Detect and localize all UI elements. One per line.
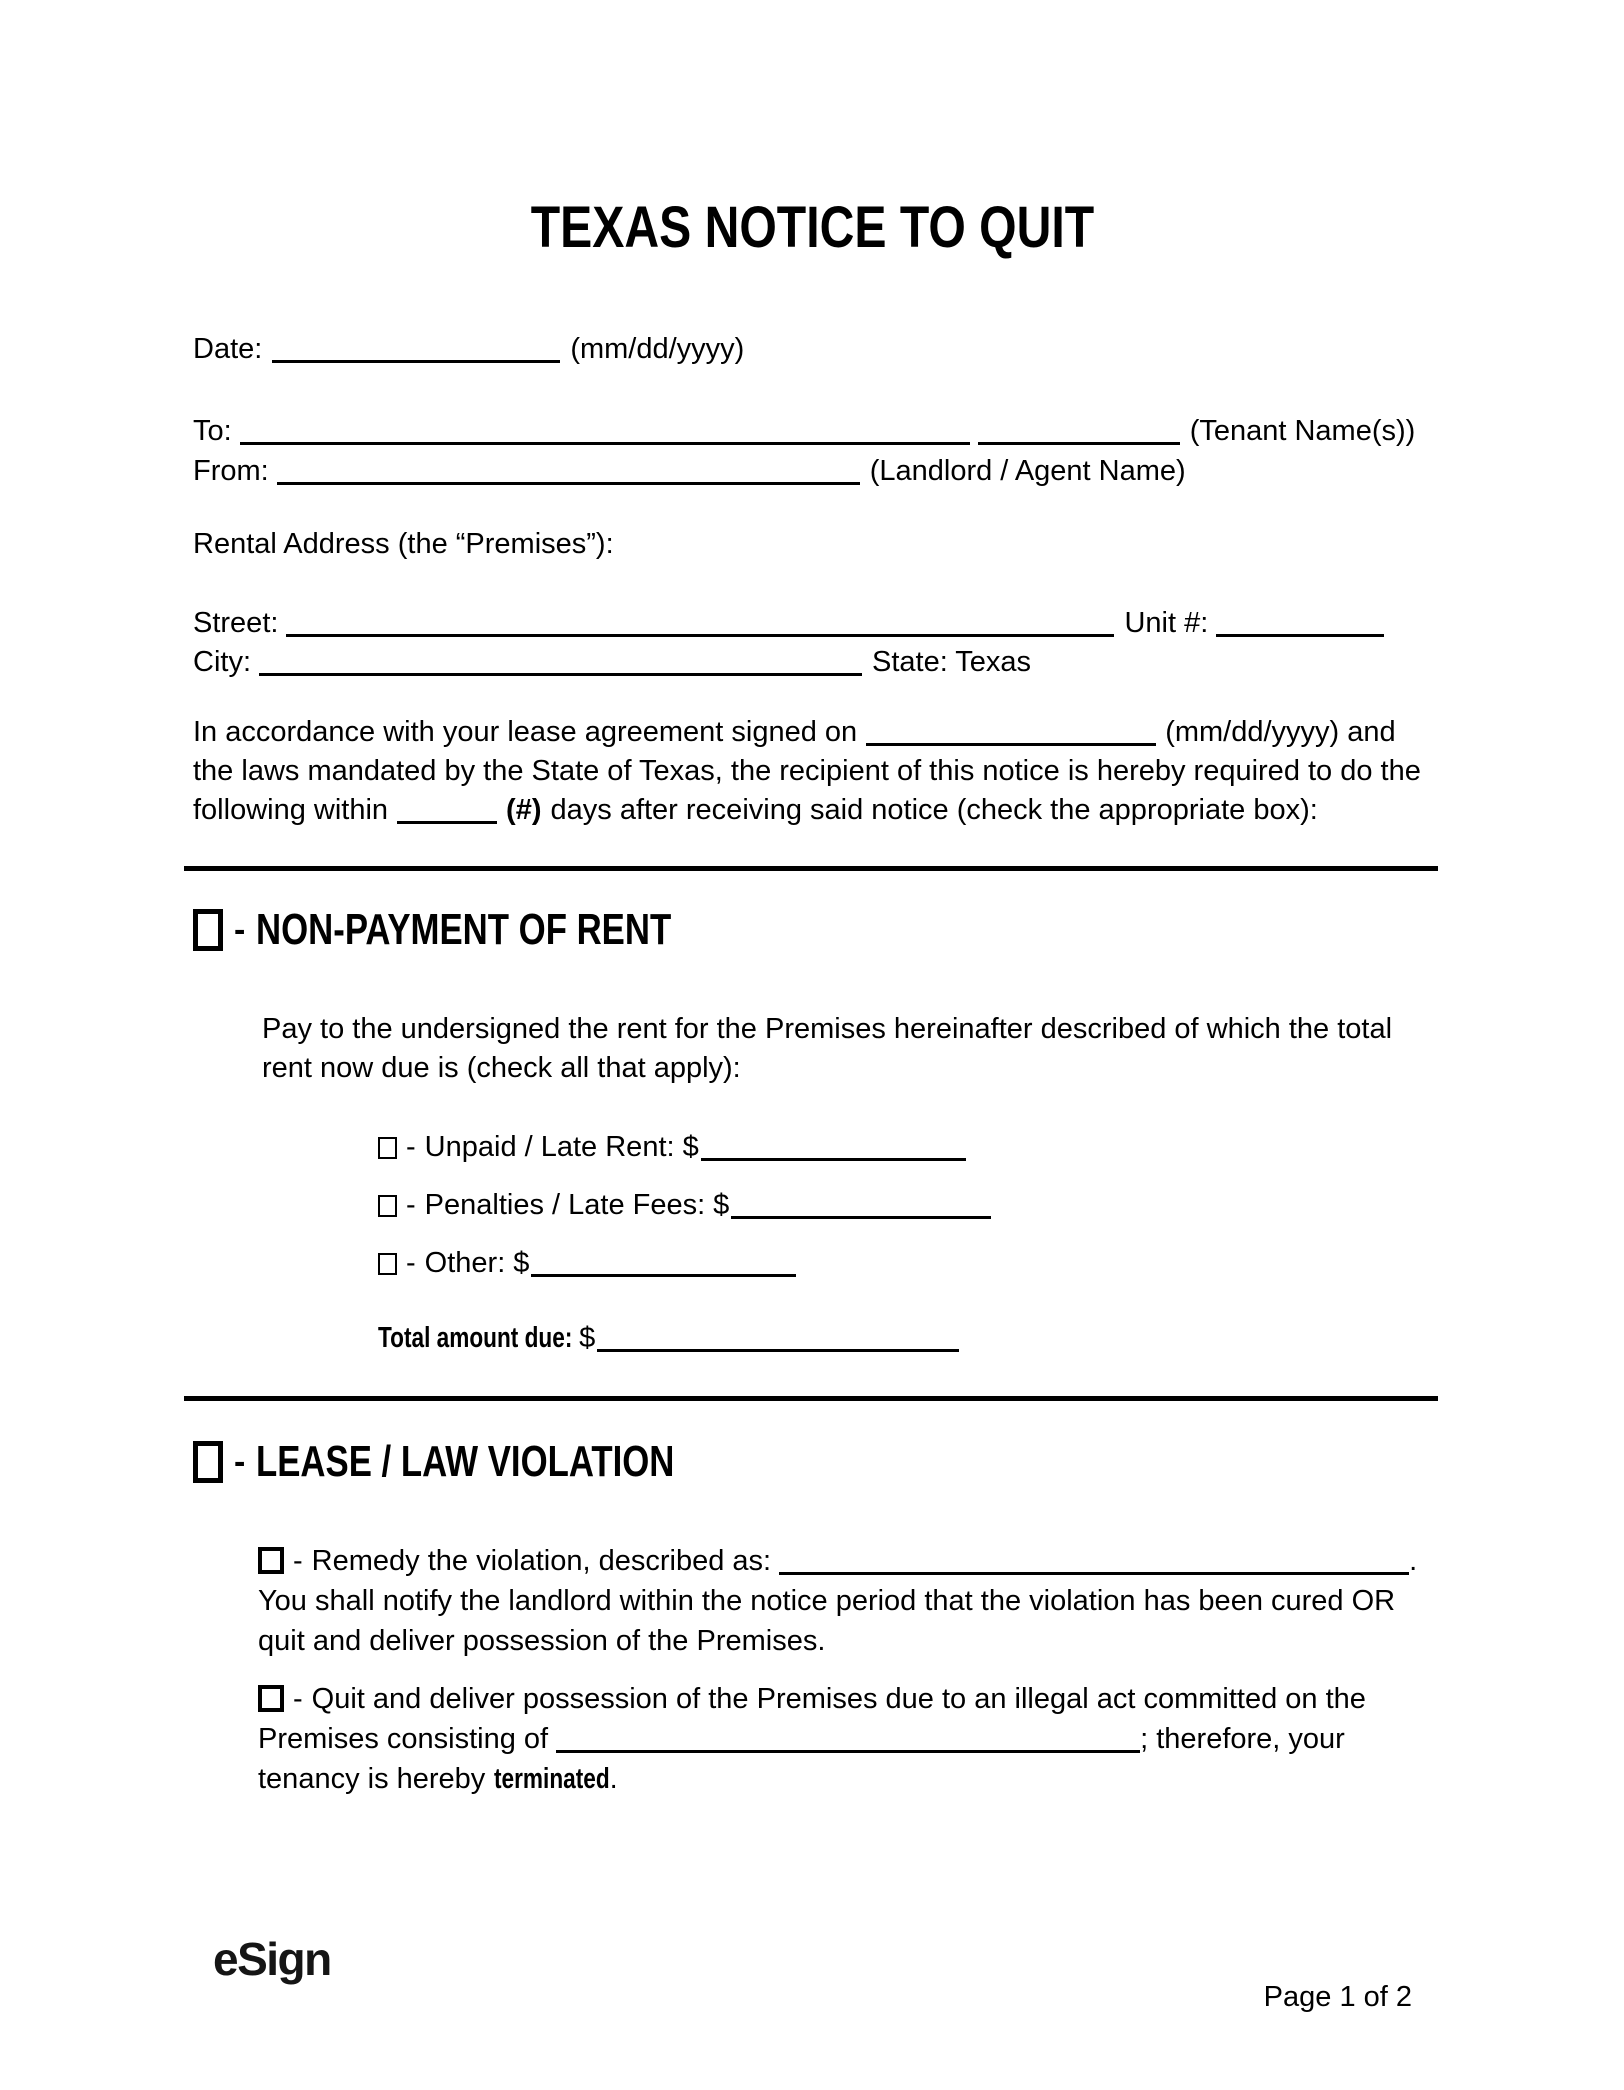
city-line [193, 646, 1031, 679]
pay-instruction: Pay to the undersigned the rent for the Premises hereinafter described of which the total rent now due is (check all that apply): [262, 1013, 1393, 1084]
dash-separator: - [234, 910, 246, 949]
remedy-checkbox[interactable] [258, 1547, 284, 1574]
date-format-hint: (mm/dd/yyyy) [570, 333, 745, 365]
total-amount-label: Total amount due: [378, 1322, 573, 1354]
section-divider [184, 1396, 1438, 1401]
nonpayment-section-heading [193, 905, 782, 954]
nonpayment-checkbox[interactable] [193, 909, 223, 951]
state-value: State: Texas [872, 646, 1032, 678]
other-row [378, 1247, 796, 1280]
street-label: Street: [193, 607, 279, 639]
tenant-names-hint: (Tenant Name(s)) [1189, 415, 1416, 447]
currency-sign: $ [513, 1247, 530, 1279]
landlord-name-hint: (Landlord / Agent Name) [869, 455, 1186, 487]
landlord-name-blank[interactable] [277, 481, 860, 485]
tenant-name-blank-2[interactable] [978, 441, 1180, 445]
currency-sign: $ [682, 1131, 699, 1163]
terminated-emphasis: terminated [494, 1763, 610, 1795]
page-number: Page 1 of 2 [1263, 1981, 1412, 2013]
period: . [609, 1763, 618, 1795]
dash-separator: - [406, 1247, 416, 1279]
violation-section-heading [193, 1437, 786, 1486]
penalties-checkbox[interactable] [378, 1195, 397, 1217]
city-label: City: [193, 646, 251, 678]
other-label: Other: [424, 1247, 506, 1279]
other-amount-blank[interactable] [531, 1273, 796, 1277]
remedy-item: - Remedy the violation, described as: . You shall notify the landlord within the notice period that the violation has been cured OR quit and deliver possession of the Premises. [258, 1545, 1418, 1657]
violation-checkbox[interactable] [193, 1441, 223, 1483]
currency-sign: $ [579, 1322, 596, 1354]
dash-separator: - [406, 1131, 416, 1163]
tenant-name-blank[interactable] [240, 441, 970, 445]
date-label: Date: [193, 333, 263, 365]
penalties-amount-blank[interactable] [731, 1215, 991, 1219]
unit-label: Unit #: [1124, 607, 1209, 639]
date-line [193, 333, 744, 366]
to-label: To: [193, 415, 232, 447]
unit-blank[interactable] [1216, 633, 1384, 637]
number-sign-hint: (#) [506, 794, 542, 826]
nonpayment-heading-text: NON-PAYMENT OF RENT [256, 905, 672, 954]
period: . [1409, 1545, 1418, 1577]
remedy-lead-text: Remedy the violation, described as: [311, 1545, 772, 1577]
section-divider [184, 866, 1438, 871]
currency-sign: $ [713, 1189, 730, 1221]
illegal-act-blank[interactable] [556, 1749, 1140, 1753]
page-title: TEXAS NOTICE TO QUIT [530, 195, 1094, 260]
penalties-label: Penalties / Late Fees: [424, 1189, 706, 1221]
dash-separator: - [234, 1442, 246, 1481]
unpaid-rent-label: Unpaid / Late Rent: [424, 1131, 675, 1163]
city-blank[interactable] [259, 672, 862, 676]
dash-separator: - [293, 1683, 303, 1715]
violation-description-blank[interactable] [779, 1571, 1409, 1575]
street-line [193, 607, 1384, 640]
quit-checkbox[interactable] [258, 1685, 284, 1712]
other-checkbox[interactable] [378, 1253, 397, 1275]
rental-address-heading: Rental Address (the “Premises”): [193, 528, 614, 560]
dash-separator: - [293, 1545, 303, 1577]
quit-item: - Quit and deliver possession of the Premises due to an illegal act committed on the Premises consisting of ; therefore, your tenancy is hereby terminated. [258, 1679, 1366, 1799]
street-blank[interactable] [286, 633, 1114, 637]
from-line [193, 455, 1186, 488]
unpaid-rent-amount-blank[interactable] [701, 1157, 966, 1161]
from-label: From: [193, 455, 269, 487]
total-amount-blank[interactable] [597, 1348, 959, 1352]
total-row [378, 1322, 959, 1355]
penalties-row [378, 1189, 991, 1222]
lease-signed-date-blank[interactable] [866, 742, 1156, 746]
violation-heading-text: LEASE / LAW VIOLATION [256, 1437, 675, 1486]
unpaid-rent-row [378, 1131, 966, 1164]
intro-paragraph: In accordance with your lease agreement signed on (mm/dd/yyyy) and the laws mandated by the State of Texas, the recipient of this notice is hereby required to do the following within (#) days after receiving said notice (check the appropriate box): [193, 716, 1421, 826]
esign-logo: eSign [213, 1933, 331, 1985]
quit-lead-text: Quit and deliver possession of the Premises due to an illegal act committed on the [311, 1683, 1366, 1715]
to-line [193, 415, 1415, 448]
unpaid-rent-checkbox[interactable] [378, 1137, 397, 1159]
dash-separator: - [406, 1189, 416, 1221]
date-blank[interactable] [272, 359, 560, 363]
days-blank[interactable] [397, 820, 497, 824]
